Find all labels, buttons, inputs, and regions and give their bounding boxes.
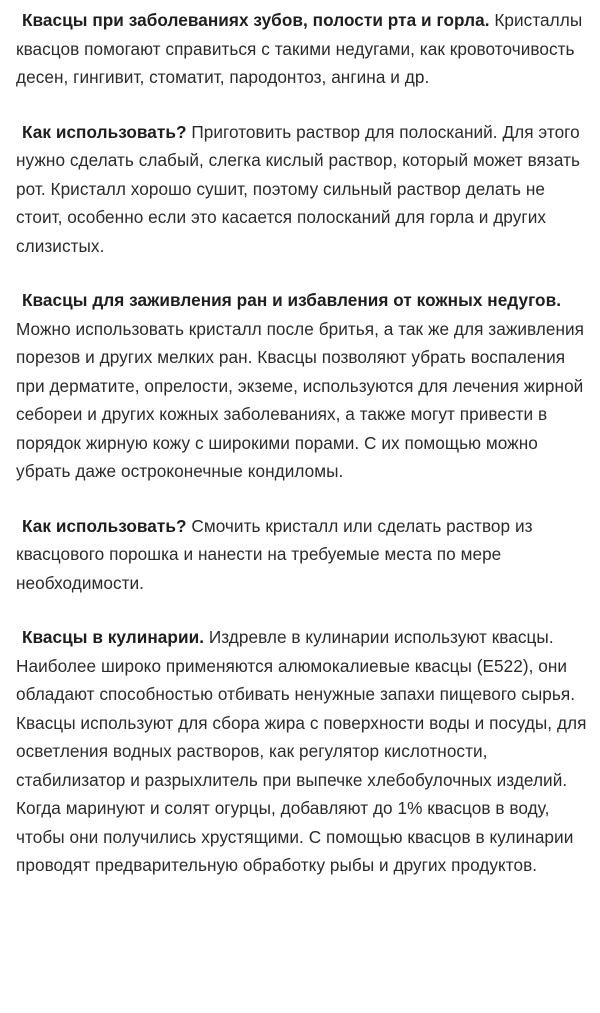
paragraph-how-to-use-rinse: [16, 118, 590, 261]
paragraph-cooking: [16, 623, 590, 880]
paragraph-heading: Квасцы для заживления ран и избавления от кожных недугов.: [22, 290, 562, 310]
paragraph-text: Смочить кристалл или сделать раствор из квасцового порошка и нанести на требуемые места по мере необходимости.: [16, 515, 533, 593]
paragraph-teeth-mouth-throat: [16, 6, 590, 92]
paragraph-how-to-use-skin: [16, 512, 590, 598]
paragraph-wounds-skin: [16, 286, 590, 486]
paragraph-text: Издревле в кулинарии используют квасцы. Наиболее широко применяются алюмокалиевые квасцы (Е522), они обладают способностью отбивать ненужные запахи пищевого сырья. Квасцы используют для сбора жира с поверхности воды и посуды, для осветления водных растворов, как регулятор кислотности, стабилизатор и разрыхлитель при выпечке хлебобулочных изделий. Когда маринуют и солят огурцы, добавляют до 1% квасцов в воду, чтобы они получились хрустящими. С помощью квасцов в кулинарии проводят предварительную обработку рыбы и других продуктов.: [16, 627, 587, 875]
paragraph-text: Можно использовать кристалл после бритья, а так же для заживления порезов и других мелких ран. Квасцы позволяют убрать воспаления при дерматите, опрелости, экземе, используются для лечения жирной себореи и других кожных заболеваниях, а также могут привести в порядок жирную кожу с широкими порами. С их помощью можно убрать даже остроконечные кондиломы.: [16, 318, 585, 481]
paragraph-text: Кристаллы квасцов помогают справиться с такими недугами, как кровоточивость десен, гингивит, стоматит, пародонтоз, ангина и др.: [16, 10, 583, 87]
paragraph-heading: Как использовать?: [22, 121, 187, 142]
paragraph-heading: Квасцы при заболеваниях зубов, полости рта и горла.: [22, 10, 490, 30]
paragraph-heading: Квасцы в кулинарии.: [22, 627, 205, 647]
paragraph-text: Приготовить раствор для полосканий. Для этого нужно сделать слабый, слегка кислый раствор, который может вязать рот. Кристалл хорошо сушит, поэтому сильный раствор делать не стоит, особенно если это касается полосканий для горла и других слизистых.: [16, 121, 581, 256]
paragraph-heading: Как использовать?: [22, 515, 187, 536]
